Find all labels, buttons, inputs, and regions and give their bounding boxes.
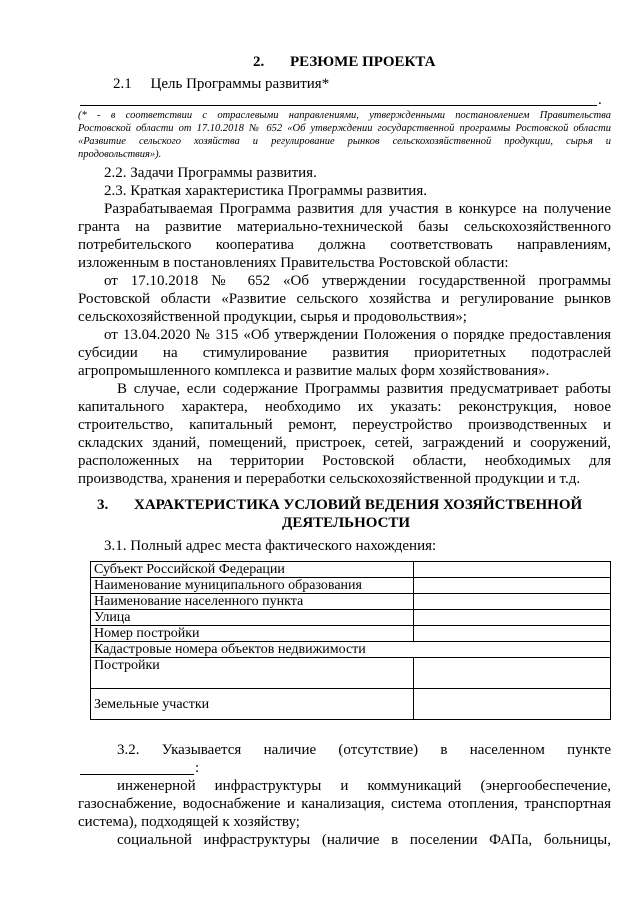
section3-title-line-1: ХАРАКТЕРИСТИКА УСЛОВИЙ ВЕДЕНИЯ ХОЗЯЙСТВЕННОЙ: [134, 497, 583, 513]
para-infra-line-3: система), подходящей к хозяйству;: [78, 814, 300, 830]
table-row: [91, 626, 611, 642]
table-value-cell[interactable]: [414, 658, 611, 689]
fill-line-3-2: [80, 774, 194, 775]
item-2-1: 2.1 Цель Программы развития*: [113, 76, 330, 92]
section3-number: 3.: [97, 497, 109, 513]
table-row: [91, 610, 611, 626]
para2-line-3: сельскохозяйственной продукции, сырья и продовольствия»;: [78, 309, 467, 325]
item-3-2-line-1: 3.2. Указывается наличие (отсутствие) в населенном пункте: [117, 742, 611, 758]
para1-line-1: Разрабатываемая Программа развития для участия в конкурсе на получение: [104, 201, 611, 217]
table-row: [91, 578, 611, 594]
para3-line-3: агропромышленного комплекса и развитие малых форм хозяйствования».: [78, 363, 550, 379]
table-value-cell[interactable]: [414, 594, 611, 610]
para2-line-1: от 17.10.2018 № 652 «Об утверждении государственной программы: [104, 273, 611, 289]
item-2-3: 2.3. Краткая характеристика Программы развития.: [104, 183, 427, 199]
table-label-cell: Постройки: [91, 658, 414, 689]
table-value-cell[interactable]: [414, 689, 611, 720]
para3-line-1: от 13.04.2020 № 315 «Об утверждении Положения о порядке предоставления: [104, 327, 611, 343]
fill-line-dot: .: [598, 92, 602, 108]
table-row: [91, 562, 611, 578]
para1-line-4: изложенным в постановлениях Правительства Ростовской области:: [78, 255, 509, 271]
para1-line-2: гранта на развитие материально-технической базы сельскохозяйственного: [78, 219, 611, 235]
table-label-cell: Земельные участки: [91, 689, 414, 720]
section2-number: 2.: [253, 54, 265, 70]
item-3-2-colon: :: [195, 760, 200, 776]
footnote-line-4: продовольствия»).: [78, 149, 162, 160]
table-label-cell: Наименование муниципального образования: [91, 578, 414, 594]
table-value-cell[interactable]: [414, 626, 611, 642]
table-row: [91, 689, 611, 720]
para-social-line-1: социальной инфраструктуры (наличие в поселении ФАПа, больницы,: [117, 832, 611, 848]
footnote-line-2: Ростовской области от 17.10.2018 № 652 «Об утверждении государственной программы Ростовской области: [78, 123, 611, 134]
footnote-line-3: «Развитие сельского хозяйства и регулирование рынков сельскохозяйственной продукции, сырья и: [78, 136, 611, 147]
footnote-line-1: (* - в соответствии с отраслевыми направлениями, утвержденными постановлением Правительства: [78, 110, 611, 121]
section2-title: РЕЗЮМЕ ПРОЕКТА: [290, 54, 436, 70]
table-row: [91, 658, 611, 689]
table-spanning-cell: Кадастровые номера объектов недвижимости: [91, 642, 611, 658]
para-infra-line-2: газоснабжение, водоснабжение и канализация, система отопления, транспортная: [78, 796, 611, 812]
para1-line-3: потребительского кооператива должна соответствовать направлениям,: [78, 237, 611, 253]
table-row: [91, 594, 611, 610]
table-label-cell: Улица: [91, 610, 414, 626]
para2-line-2: Ростовской области «Развитие сельского хозяйства и регулирование рынков: [78, 291, 611, 307]
fill-line-2-1: [80, 105, 597, 106]
table-row: [91, 642, 611, 658]
para-infra-line-1: инженерной инфраструктуры и коммуникаций (энергообеспечение,: [117, 778, 611, 794]
item-2-2: 2.2. Задачи Программы развития.: [104, 165, 317, 181]
item-3-1: 3.1. Полный адрес места фактического нахождения:: [104, 538, 437, 554]
address-table: [90, 561, 611, 720]
para4-line-4: складских зданий, помещений, пристроек, сетей, заграждений и сооружений,: [78, 435, 611, 451]
para4-line-5: расположенных на территории Ростовской области, необходимых для: [78, 453, 611, 469]
table-label-cell: Субъект Российской Федерации: [91, 562, 414, 578]
para4-line-1: В случае, если содержание Программы развития предусматривает работы: [117, 381, 611, 397]
para4-line-2: капитального характера, необходимо их указать: реконструкция, новое: [78, 399, 611, 415]
section3-title-line-2: ДЕЯТЕЛЬНОСТИ: [282, 515, 411, 531]
para4-line-6: производства, хранения и переработки сельскохозяйственной продукции и т.д.: [78, 471, 581, 487]
table-label-cell: Наименование населенного пункта: [91, 594, 414, 610]
para4-line-3: строительство, капитальный ремонт, переустройство производственных и: [78, 417, 611, 433]
table-label-cell: Номер постройки: [91, 626, 414, 642]
para3-line-2: субсидии на стимулирование развития приоритетных подотраслей: [78, 345, 611, 361]
table-value-cell[interactable]: [414, 610, 611, 626]
table-value-cell[interactable]: [414, 578, 611, 594]
table-value-cell[interactable]: [414, 562, 611, 578]
